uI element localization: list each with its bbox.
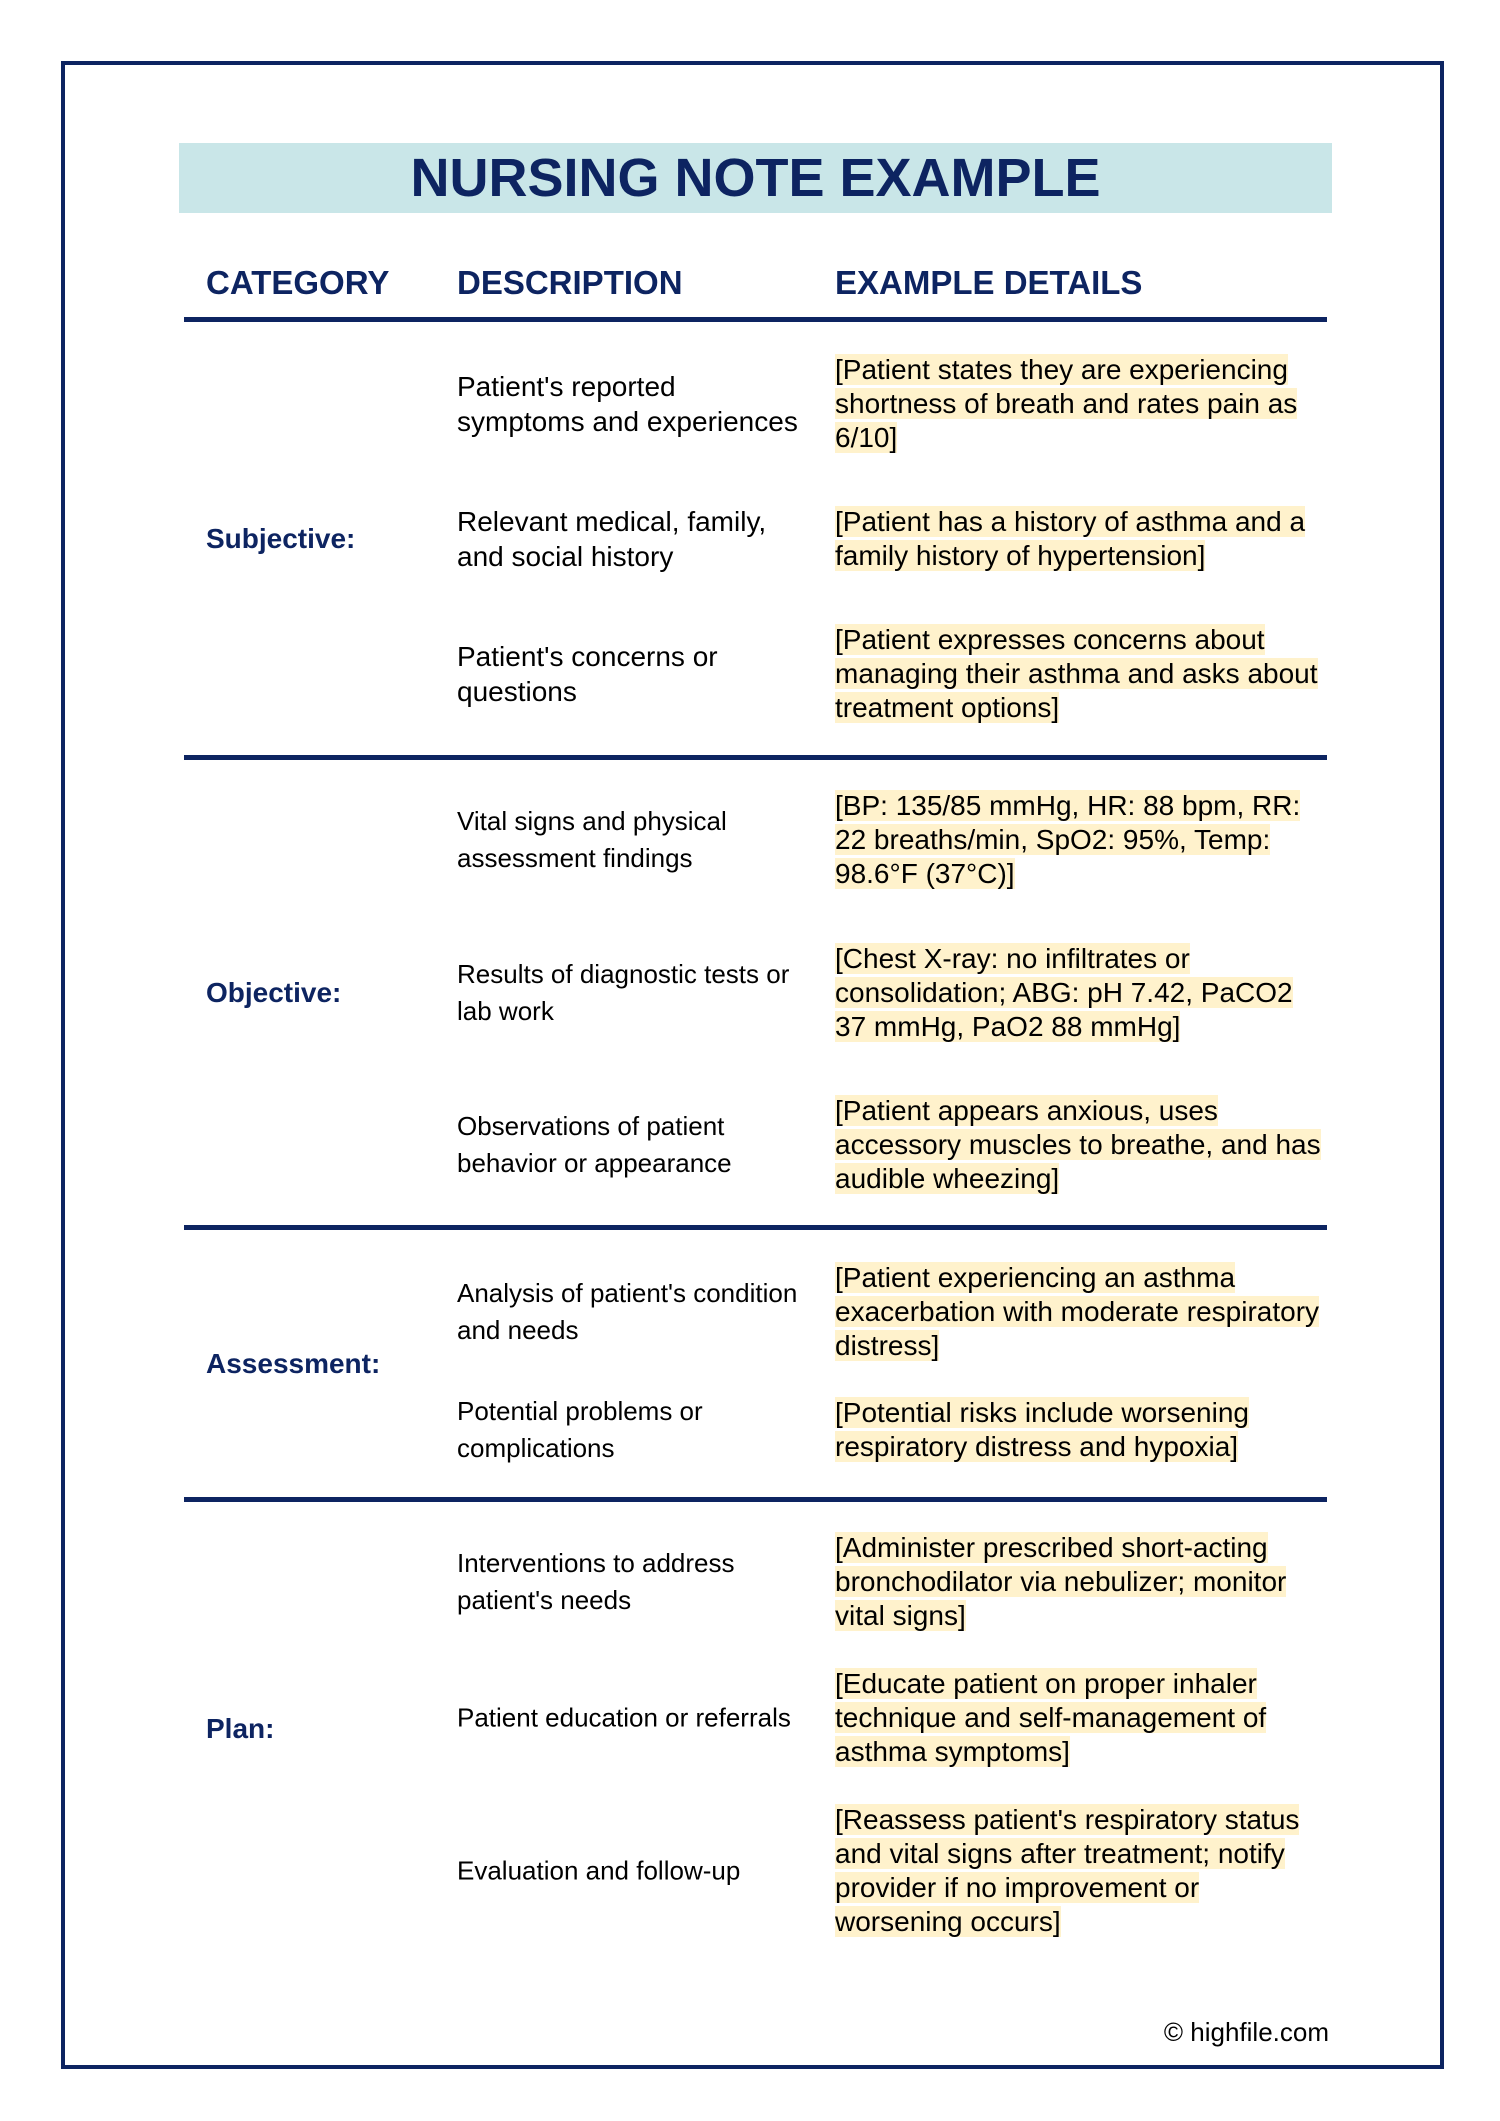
title-banner xyxy=(179,143,1332,213)
details-cell: [Potential risks include worsening respiratory distress and hypoxia] xyxy=(835,1397,1249,1462)
details-cell: [Administer prescribed short-acting bronchodilator via nebulizer; monitor vital signs] xyxy=(835,1532,1287,1631)
details-cell: [Chest X-ray: no infiltrates or consolidation; ABG: pH 7.42, PaCO2 37 mmHg, PaO2 88 mmHg] xyxy=(835,943,1293,1042)
description-cell: Interventions to address patient's needs xyxy=(457,1548,735,1615)
details-cell: [Reassess patient's respiratory status and vital signs after treatment; notify provider if no improvement or worsening occurs] xyxy=(835,1804,1300,1937)
description-cell: Patient education or referrals xyxy=(457,1702,791,1733)
details-cell: [Patient has a history of asthma and a family history of hypertension] xyxy=(835,506,1306,571)
details-cell: [Patient states they are experiencing shortness of breath and rates pain as 6/10] xyxy=(835,354,1298,453)
category-objective: Objective: xyxy=(206,977,342,1008)
details-cell: [Patient appears anxious, uses accessory muscles to breathe, and has audible wheezing] xyxy=(835,1095,1321,1194)
description-cell: Vital signs and physical assessment findings xyxy=(457,806,727,873)
details-cell: [Patient expresses concerns about managing their asthma and asks about treatment options] xyxy=(835,624,1318,723)
header-divider xyxy=(184,317,1327,322)
description-cell: Potential problems or complications xyxy=(457,1396,703,1463)
description-cell: Observations of patient behavior or appearance xyxy=(457,1111,732,1178)
description-cell: Analysis of patient's condition and needs xyxy=(457,1278,798,1345)
category-plan: Plan: xyxy=(206,1713,275,1744)
details-cell: [Educate patient on proper inhaler technique and self-management of asthma symptoms] xyxy=(835,1668,1267,1767)
description-cell: Results of diagnostic tests or lab work xyxy=(457,959,790,1026)
section-divider xyxy=(184,755,1327,760)
details-cell: [Patient experiencing an asthma exacerbation with moderate respiratory distress] xyxy=(835,1262,1320,1361)
section-divider xyxy=(184,1225,1327,1230)
description-cell: Patient's concerns or questions xyxy=(457,641,718,707)
description-cell: Patient's reported symptoms and experiences xyxy=(457,371,798,437)
description-cell: Relevant medical, family, and social history xyxy=(457,506,767,572)
header-category: CATEGORY xyxy=(206,264,390,301)
header-details: EXAMPLE DETAILS xyxy=(835,264,1143,301)
details-cell: [BP: 135/85 mmHg, HR: 88 bpm, RR: 22 breaths/min, SpO2: 95%, Temp: 98.6°F (37°C)] xyxy=(835,790,1301,889)
category-assessment: Assessment: xyxy=(206,1348,381,1379)
copyright-footer: © highfile.com xyxy=(1163,2017,1329,2047)
header-description: DESCRIPTION xyxy=(457,264,683,301)
section-divider xyxy=(184,1497,1327,1502)
category-subjective: Subjective: xyxy=(206,523,356,554)
page-title: NURSING NOTE EXAMPLE xyxy=(410,148,1101,208)
description-cell: Evaluation and follow-up xyxy=(457,1855,741,1886)
